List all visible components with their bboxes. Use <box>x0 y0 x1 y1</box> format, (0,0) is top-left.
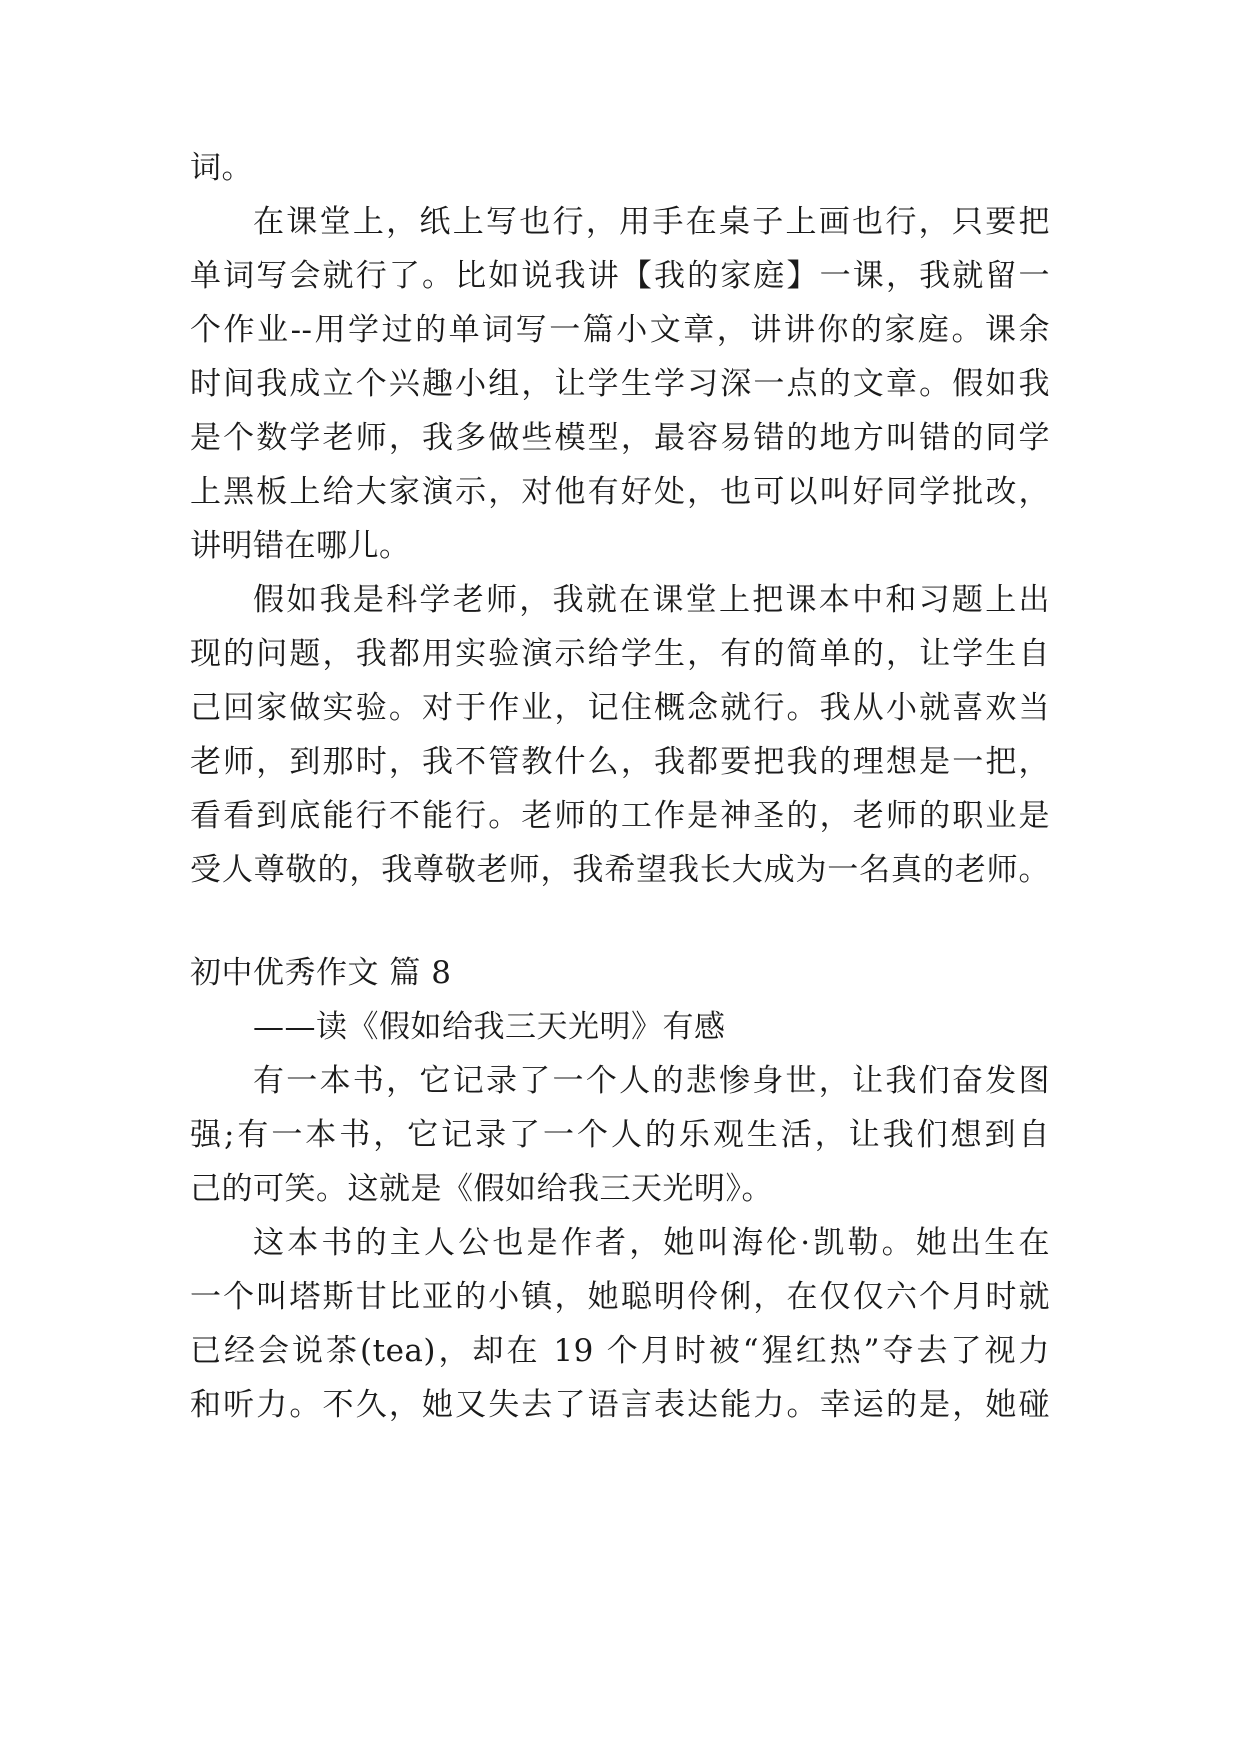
paragraph-first-line: 这本书的主人公也是作者，她叫海伦·凯勒。她出生在 <box>253 1225 1050 1261</box>
text-line: 已经会说茶(tea)，却在 19 个月时被“猩红热”夺去了视力 <box>190 1333 1050 1369</box>
section-heading: 初中优秀作文 篇 8 <box>190 955 452 991</box>
text-line: 词。 <box>190 150 253 186</box>
text-line: 一个叫塔斯甘比亚的小镇，她聪明伶俐，在仅仅六个月时就 <box>190 1279 1050 1315</box>
text-line: 时间我成立个兴趣小组，让学生学习深一点的文章。假如我 <box>190 366 1050 402</box>
text-line: 讲明错在哪儿。 <box>190 528 411 564</box>
text-line: 和听力。不久，她又失去了语言表达能力。幸运的是，她碰 <box>190 1387 1050 1423</box>
text-line: 是个数学老师，我多做些模型，最容易错的地方叫错的同学 <box>190 420 1050 456</box>
paragraph-first-line: 假如我是科学老师，我就在课堂上把课本中和习题上出 <box>253 582 1050 618</box>
text-line: 己回家做实验。对于作业，记住概念就行。我从小就喜欢当 <box>190 690 1050 726</box>
text-line: 老师，到那时，我不管教什么，我都要把我的理想是一把， <box>190 744 1050 780</box>
paragraph-first-line: 在课堂上，纸上写也行，用手在桌子上画也行，只要把 <box>253 204 1050 240</box>
section-subtitle: ——读《假如给我三天光明》有感 <box>253 1009 726 1045</box>
text-line: 单词写会就行了。比如说我讲【我的家庭】一课，我就留一 <box>190 258 1050 294</box>
text-line: 强;有一本书，它记录了一个人的乐观生活，让我们想到自 <box>190 1117 1050 1153</box>
text-line: 看看到底能行不能行。老师的工作是神圣的，老师的职业是 <box>190 798 1050 834</box>
text-line: 上黑板上给大家演示，对他有好处，也可以叫好同学批改， <box>190 474 1050 510</box>
text-line: 己的可笑。这就是《假如给我三天光明》。 <box>190 1171 773 1207</box>
text-line: 个作业--用学过的单词写一篇小文章，讲讲你的家庭。课余 <box>190 312 1050 348</box>
text-line: 现的问题，我都用实验演示给学生，有的简单的，让学生自 <box>190 636 1050 672</box>
text-line: 受人尊敬的，我尊敬老师，我希望我长大成为一名真的老师。 <box>190 852 1050 888</box>
paragraph-first-line: 有一本书，它记录了一个人的悲惨身世，让我们奋发图 <box>253 1063 1050 1099</box>
